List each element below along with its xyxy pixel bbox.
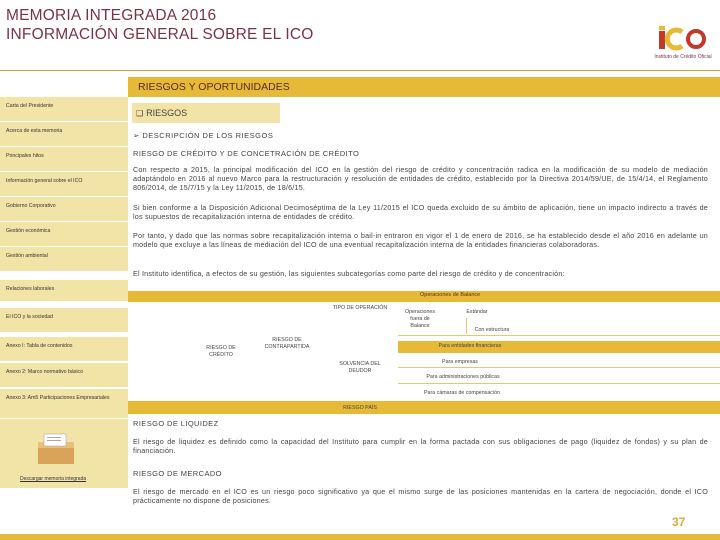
- sidebar-item-gestion-ambiental[interactable]: Gestión ambiental: [0, 247, 128, 272]
- entidades-financieras-label: Para entidades financieras: [438, 343, 502, 349]
- arrow-right-icon: ➢: [133, 131, 143, 140]
- connector: [398, 367, 720, 368]
- page-number: 37: [672, 515, 686, 529]
- ico-logo-icon: [658, 26, 708, 52]
- market-risk-heading: RIESGO DE MERCADO: [133, 469, 222, 478]
- connector: [398, 335, 720, 336]
- footer-bar: [0, 534, 720, 540]
- ico-logo: [652, 24, 714, 64]
- connector: [398, 383, 720, 384]
- ops-balance-label: Operaciones de Balance: [420, 292, 481, 298]
- con-estructura-label: Con estructura: [474, 327, 510, 333]
- paragraph-3: Por tanto, y dado que las normas sobre recapitalización interna o bail-in entraron en vigor el 1 de enero de 2016, se ha establecido desde el año 2016 en adelante un modelo que excluye a las líneas de mediación del ICO de una eventual recapitalización interna de la entidades financieras colaboradoras.: [133, 231, 708, 249]
- download-report-link[interactable]: Descargar memoria integrada: [20, 476, 87, 482]
- estandar-label: Estándar: [466, 309, 488, 315]
- liquidity-risk-heading: RIESGO DE LIQUIDEZ: [133, 419, 219, 428]
- paragraph-2: Si bien conforme a la Disposición Adicional Decimoséptima de la Ley 11/2015 el ICO queda excluido de su ámbito de aplicación, tiene un impacto indirecto a través de los supuestos de recapitalización interna de entidades de crédito.: [133, 203, 708, 221]
- riesgo-pais-bar: [128, 401, 720, 414]
- paragraph-4: El Instituto identifica, a efectos de su gestión, las siguientes subcategorías como parte del riesgo de crédito y de concentración:: [133, 269, 565, 278]
- descripcion-heading: [133, 131, 273, 140]
- sidebar-item-carta[interactable]: Carta del Presidente: [0, 97, 128, 122]
- sidebar-download-panel: [0, 419, 128, 489]
- riesgos-label: RIESGOS: [146, 108, 188, 118]
- sidebar-item-gestion-economica[interactable]: Gestión económica: [0, 222, 128, 247]
- riesgo-credito-label: RIESGO DE CRÉDITO: [206, 345, 236, 358]
- paragraph-6: El riesgo de mercado en el ICO es un riesgo poco significativo ya que el mismo surge de las posiciones mantenidas en la cartera de negociación, donde el ICO prácticamente no dispone de posiciones.: [133, 487, 708, 505]
- riesgo-pais-label: RIESGO PAÍS: [343, 405, 377, 411]
- sidebar-item-info-general[interactable]: Información general sobre el ICO: [0, 172, 128, 197]
- ops-balance-bar: [128, 291, 720, 302]
- section-bar: RIESGOS Y OPORTUNIDADES: [128, 77, 720, 97]
- sidebar-item-relaciones[interactable]: Relaciones laborales: [0, 280, 128, 302]
- administraciones-label: Para administraciones públicas: [426, 374, 500, 380]
- tipo-operacion-label: TIPO DE OPERACIÓN: [332, 305, 388, 311]
- document-box-icon: [30, 432, 82, 466]
- sidebar-item-acerca[interactable]: Acerca de esta memoria: [0, 122, 128, 147]
- title-line-1: MEMORIA INTEGRADA 2016: [6, 7, 217, 24]
- header-divider: [0, 70, 720, 71]
- page-title: [6, 6, 314, 44]
- sidebar-item-sociedad[interactable]: El ICO y la sociedad: [0, 308, 128, 333]
- paragraph-5: El riesgo de liquidez es definido como la capacidad del Instituto para cumplir en la forma pactada con sus obligaciones de pago (liquidez de fondos) y su plan de financiación.: [133, 437, 708, 455]
- sidebar-item-anexo1[interactable]: Anexo I: Tabla de contenidos: [0, 337, 128, 362]
- empresas-label: Para empresas: [442, 359, 478, 365]
- credit-risk-heading: RIESGO DE CRÉDITO Y DE CONCETRACIÓN DE CRÉDITO: [133, 149, 360, 158]
- descripcion-label: DESCRIPCIÓN DE LOS RIESGOS: [142, 131, 274, 140]
- checkbox-square-icon: ❑: [136, 109, 144, 118]
- paragraph-1: Con respecto a 2015, la principal modificación del ICO en la gestión del riesgo de crédito y concentración radica en la modificación de su modelo de mediación adaptándolo en 2016 al nuevo Marco para la restructuración y resolución de entidades de crédito, establecido por la Directiva 2014/59/UE, de 15/4/14, el Reglamento 806/2014, de 15/7/15 y la Ley 11/2015, de 18/6/15.: [133, 165, 708, 192]
- solvencia-label: SOLVENCIA DEL DEUDOR: [339, 361, 381, 374]
- sidebar-item-gobierno[interactable]: Gobierno Corporativo: [0, 197, 128, 222]
- ops-fuera-balance-label: Operaciones fuera de Balance: [404, 309, 436, 329]
- sidebar-item-anexo3[interactable]: Anexo 3: Am5 Participaciones Empresariales: [0, 389, 128, 419]
- sidebar-item-anexo2[interactable]: Anexo 2: Marco normativo básico: [0, 363, 128, 388]
- riesgo-contrapartida-label: RIESGO DE CONTRAPARTIDA: [264, 337, 310, 350]
- camaras-label: Para cámaras de compensación: [424, 390, 500, 396]
- title-line-2: INFORMACIÓN GENERAL SOBRE EL ICO: [6, 26, 314, 43]
- riesgos-tab: [132, 103, 280, 123]
- sidebar-item-hitos[interactable]: Principales hitos: [0, 147, 128, 172]
- logo-caption: Instituto de Crédito Oficial: [654, 54, 712, 60]
